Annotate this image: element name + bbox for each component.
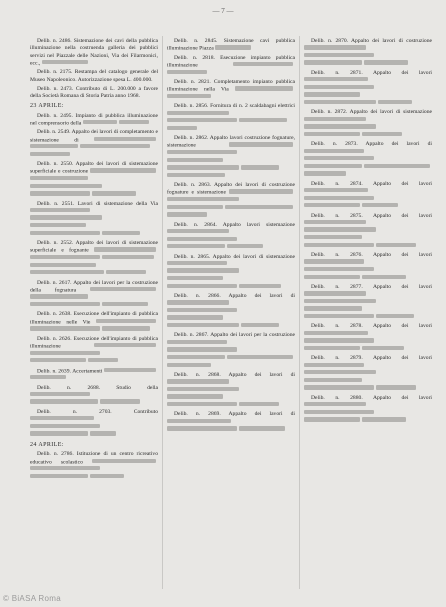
illegible-text: [167, 212, 207, 216]
illegible-text: [229, 189, 293, 193]
entry-text: Delib. n. 2549. Appalto dei lavori di completamento e sistemazione di: [30, 129, 158, 143]
illegible-text: [167, 394, 223, 398]
illegible-text: [167, 347, 237, 351]
illegible-text: [30, 424, 100, 428]
illegible-text: [364, 60, 408, 64]
illegible-text: [304, 275, 360, 279]
date-heading: 24 APRILE:: [30, 441, 64, 448]
illegible-text: [167, 402, 237, 406]
illegible-text: [304, 410, 374, 414]
deliberation-entry: [30, 451, 158, 481]
illegible-text: [304, 370, 376, 374]
illegible-text: [167, 315, 223, 319]
illegible-text: [304, 291, 366, 295]
watermark: © BiASA Roma: [3, 594, 61, 603]
entry-text: Delib. n. 2863. Appalto dei lavori di costruzione fognature e sistemazione: [167, 182, 295, 196]
illegible-text: [376, 314, 414, 318]
illegible-text: [83, 120, 117, 124]
deliberation-entry: [30, 161, 158, 199]
entry-text: Delib. n. 2175. Restampa del catalogo generale del Museo Napoleonico. Autorizzazione spesa L. 400.000.: [30, 69, 158, 83]
entry-text: Delib. n. 2638. Esecuzione dell'impianto di pubblica illuminazione nelle Vie: [30, 311, 158, 325]
illegible-text: [167, 94, 211, 98]
illegible-text: [90, 168, 156, 172]
date-heading: 23 APRILE:: [30, 103, 64, 110]
illegible-text: [304, 331, 368, 335]
deliberation-entry: [167, 182, 295, 220]
illegible-text: [80, 144, 150, 148]
illegible-text: [167, 276, 223, 280]
illegible-text: [92, 459, 156, 463]
illegible-text: [42, 60, 88, 64]
illegible-text: [304, 227, 376, 231]
illegible-text: [167, 261, 227, 265]
deliberation-entry: [30, 38, 158, 67]
illegible-text: [106, 270, 146, 274]
text-column-2: [167, 38, 295, 436]
deliberation-entry: [30, 385, 158, 407]
illegible-text: [30, 351, 100, 355]
illegible-text: [362, 346, 404, 350]
entry-text: Delib. n. 2856. Fornitura di n. 2 scaldabagni elettrici: [174, 103, 295, 110]
illegible-text: [167, 300, 229, 304]
illegible-text: [233, 62, 293, 66]
entry-text: Delib. n. 2486. Sistemazione dei cavi della pubblica illuminazione nella costruenda galleria dei pubblici servizi nel Piazzale delle Nazioni, Via dei Filarmonici, ecc.,: [30, 38, 158, 67]
deliberation-entry: [304, 252, 432, 282]
deliberation-entry: [30, 129, 158, 159]
entry-text: Delib. n. 2869. Appalto dei lavori di: [174, 411, 295, 418]
entry-text: Delib. n. 2880. Appalto dei lavori: [311, 394, 432, 401]
illegible-text: [30, 255, 100, 259]
illegible-text: [167, 379, 229, 383]
illegible-text: [30, 416, 94, 420]
illegible-text: [102, 231, 140, 235]
illegible-text: [304, 235, 362, 239]
column-divider: [162, 36, 163, 589]
illegible-text: [100, 399, 140, 403]
entry-text: Delib. n. 2845. Sistemazione cavi pubblica illuminazione Piazza: [167, 38, 295, 52]
illegible-text: [167, 355, 225, 359]
illegible-text: [90, 287, 156, 291]
illegible-text: [167, 111, 229, 115]
entry-text: Delib. n. 2872. Appalto dei lavori di sistemazione: [311, 109, 432, 116]
deliberation-entry: [167, 372, 295, 410]
illegible-text: [94, 247, 156, 251]
illegible-text: [167, 426, 237, 430]
illegible-text: [30, 152, 70, 156]
illegible-text: [167, 158, 223, 162]
text-column-1: [30, 38, 158, 483]
illegible-text: [102, 326, 150, 330]
illegible-text: [304, 259, 364, 263]
deliberation-entry: [304, 355, 432, 393]
deliberation-entry: [304, 284, 432, 322]
illegible-text: [167, 363, 211, 367]
illegible-text: [167, 229, 229, 233]
illegible-text: [30, 302, 100, 306]
deliberation-entry: [167, 79, 295, 101]
page-number: — 7 —: [212, 7, 234, 15]
illegible-text: [362, 132, 402, 136]
illegible-text: [304, 346, 360, 350]
illegible-text: [304, 338, 374, 342]
entry-text: Delib. n. 2874. Appalto dei lavori: [311, 180, 432, 187]
illegible-text: [30, 399, 98, 403]
illegible-text: [304, 92, 360, 96]
illegible-text: [304, 124, 376, 128]
illegible-text: [304, 203, 360, 207]
illegible-text: [104, 368, 156, 372]
illegible-text: [304, 363, 364, 367]
illegible-text: [239, 426, 285, 430]
illegible-text: [304, 45, 366, 49]
illegible-text: [304, 164, 362, 168]
illegible-text: [119, 120, 149, 124]
illegible-text: [30, 392, 90, 396]
deliberation-entry: [30, 336, 158, 366]
illegible-text: [304, 299, 376, 303]
illegible-text: [30, 326, 100, 330]
illegible-text: [94, 137, 156, 141]
illegible-text: [304, 306, 362, 310]
illegible-text: [30, 208, 90, 212]
entry-text: Delib. n. 2873. Appalto dei lavori di: [311, 141, 432, 148]
illegible-text: [30, 184, 102, 188]
illegible-text: [167, 244, 225, 248]
illegible-text: [30, 375, 66, 379]
illegible-text: [167, 173, 225, 177]
deliberation-entry: [167, 332, 295, 370]
illegible-text: [376, 243, 416, 247]
illegible-text: [304, 196, 374, 200]
illegible-text: [30, 231, 100, 235]
entry-text: Delib. n. 2867. Appalto dei lavori per la costruzione: [174, 332, 295, 339]
illegible-text: [239, 402, 279, 406]
deliberation-entry: [167, 135, 295, 180]
illegible-text: [225, 205, 293, 209]
illegible-text: [227, 244, 263, 248]
entry-text: Delib. n. 2876. Appalto dei lavori: [311, 252, 432, 259]
deliberation-entry: [304, 323, 432, 353]
illegible-text: [30, 176, 88, 180]
illegible-text: [241, 165, 279, 169]
deliberation-entry: [304, 109, 432, 139]
deliberation-entry: [30, 409, 158, 439]
illegible-text: [30, 223, 86, 227]
illegible-text: [102, 302, 148, 306]
illegible-text: [90, 474, 124, 478]
entry-text: Delib. n. 2473. Contributo di L. 200.000 a favore della Società Romana di Storia Patria anno 1968.: [30, 85, 158, 99]
deliberation-entry: [167, 222, 295, 252]
illegible-text: [30, 358, 86, 362]
illegible-text: [304, 267, 374, 271]
illegible-text: [30, 270, 104, 274]
illegible-text: [167, 197, 239, 201]
illegible-text: [304, 243, 374, 247]
illegible-text: [167, 387, 239, 391]
deliberation-entry: [30, 368, 158, 383]
illegible-text: [167, 205, 223, 209]
illegible-text: [364, 164, 430, 168]
deliberation-entry: [30, 113, 158, 128]
illegible-text: [167, 268, 239, 272]
illegible-text: [30, 215, 102, 219]
illegible-text: [362, 417, 406, 421]
illegible-text: [167, 237, 237, 241]
illegible-text: [30, 474, 88, 478]
illegible-text: [304, 132, 360, 136]
illegible-text: [304, 402, 366, 406]
entry-text: Delib. n. 2862. Appalto lavori costruzione fognature, sistemazione: [167, 135, 295, 149]
illegible-text: [362, 275, 406, 279]
entry-text: Delib. n. 2617. Appalto dei lavori per la costruzione della fognatura: [30, 279, 158, 294]
illegible-text: [167, 340, 227, 344]
deliberation-entry: [304, 38, 432, 68]
illegible-text: [227, 355, 293, 359]
illegible-text: [30, 144, 78, 148]
deliberation-entry: [167, 411, 295, 433]
deliberation-entry: [304, 181, 432, 211]
illegible-text: [376, 385, 416, 389]
deliberation-entry: [167, 293, 295, 331]
illegible-text: [304, 220, 366, 224]
entry-text: Delib. n. 2821. Completamento impianto pubblica illuminazione nella Via: [167, 78, 295, 93]
entry-text: Delib. n. 2639. Accertamenti: [37, 367, 104, 374]
deliberation-entry: [304, 141, 432, 179]
entry-text: Delib. n. 2550. Appalto dei lavori di sistemazione superficiale e costruzione: [30, 161, 158, 175]
entry-text: Delib. n. 2786. Istituzione di un centro ricreativo educativo scolastico: [30, 451, 158, 465]
entry-text: Delib. n. 2877. Appalto dei lavori: [311, 283, 432, 290]
entry-text: Delib. n. 2703. Contributo: [37, 408, 158, 415]
entry-text: Delib. n. 2866. Appalto dei lavori di: [174, 293, 295, 299]
illegible-text: [215, 45, 251, 49]
entry-text: Delib. n. 2688. Studio della: [37, 384, 158, 391]
deliberation-entry: [30, 201, 158, 239]
illegible-text: [304, 188, 368, 192]
entry-text: Delib. n. 2552. Appalto dei lavori di sistemazione superficiale e fognante: [30, 240, 158, 254]
illegible-text: [102, 255, 154, 259]
illegible-text: [304, 117, 366, 121]
deliberation-entry: [167, 55, 295, 77]
illegible-text: [304, 77, 368, 81]
illegible-text: [30, 263, 96, 267]
illegible-text: [304, 156, 374, 160]
entry-text: Delib. n. 2870. Appalto dei lavori di costruzione: [311, 38, 432, 44]
illegible-text: [167, 284, 237, 288]
illegible-text: [239, 118, 287, 122]
text-column-3: [304, 38, 432, 427]
illegible-text: [378, 100, 412, 104]
entry-text: Delib. n. 2871. Appalto dei lavori: [311, 69, 432, 76]
illegible-text: [167, 118, 237, 122]
deliberation-entry: [30, 69, 158, 84]
deliberation-entry: [167, 254, 295, 292]
entry-text: Delib. n. 2495. Impianto di pubblica illuminazione nel comprensorio della: [30, 112, 158, 127]
illegible-text: [362, 203, 398, 207]
entry-text: Delib. n. 2878. Appalto dei lavori: [311, 323, 432, 330]
deliberation-entry: [304, 70, 432, 108]
deliberation-entry: [30, 86, 158, 101]
illegible-text: [90, 431, 116, 435]
illegible-text: [229, 142, 293, 146]
illegible-text: [304, 385, 374, 389]
entry-text: Delib. n. 2875. Appalto dei lavori: [311, 212, 432, 219]
entry-text: Delib. n. 2818. Esecuzione impianto pubblica illuminazione: [167, 54, 295, 69]
deliberation-entry: [30, 280, 158, 310]
deliberation-entry: [30, 240, 158, 278]
deliberation-entry: [30, 311, 158, 333]
entry-text: Delib. n. 2864. Appalto lavori sistemazione: [174, 221, 295, 228]
illegible-text: [304, 314, 374, 318]
illegible-text: [96, 319, 156, 323]
entry-text: Delib. n. 2551. Lavori di sistemazione della Via: [37, 200, 158, 207]
illegible-text: [167, 419, 231, 423]
entry-text: Delib. n. 2868. Appalto dei lavori di: [174, 371, 295, 378]
illegible-text: [304, 149, 364, 153]
illegible-text: [30, 294, 88, 298]
entry-text: Delib. n. 2879. Appalto dei lavori: [311, 355, 432, 362]
illegible-text: [94, 343, 156, 347]
illegible-text: [30, 466, 100, 470]
deliberation-entry: [304, 395, 432, 425]
illegible-text: [167, 126, 197, 130]
illegible-text: [304, 60, 362, 64]
illegible-text: [30, 431, 88, 435]
illegible-text: [167, 308, 237, 312]
illegible-text: [304, 85, 374, 89]
illegible-text: [235, 86, 293, 90]
illegible-text: [88, 358, 118, 362]
deliberation-entry: [304, 213, 432, 251]
column-divider: [299, 36, 300, 589]
illegible-text: [239, 284, 281, 288]
deliberation-entry: [167, 38, 295, 53]
illegible-text: [167, 323, 239, 327]
illegible-text: [241, 323, 279, 327]
entry-text: Delib. n. 2626. Esecuzione dell'impianto di pubblica illuminazione: [30, 335, 158, 350]
illegible-text: [304, 417, 360, 421]
deliberation-entry: [167, 103, 295, 133]
illegible-text: [304, 53, 374, 57]
illegible-text: [167, 150, 237, 154]
illegible-text: [92, 191, 136, 195]
illegible-text: [30, 191, 90, 195]
illegible-text: [167, 70, 207, 74]
illegible-text: [167, 165, 239, 169]
illegible-text: [304, 100, 376, 104]
illegible-text: [304, 378, 362, 382]
illegible-text: [304, 171, 346, 175]
entry-text: Delib. n. 2865. Appalto dei lavori di sistemazione: [174, 253, 295, 260]
